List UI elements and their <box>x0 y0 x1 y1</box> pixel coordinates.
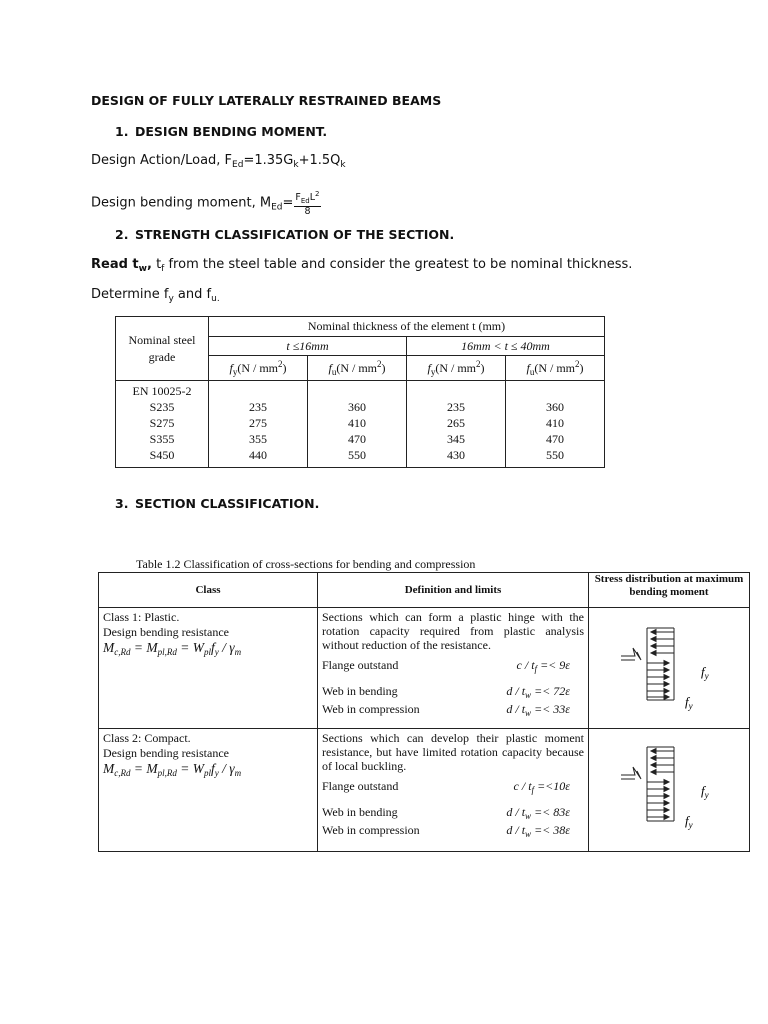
document-title: DESIGN OF FULLY LATERALLY RESTRAINED BEAMS <box>91 93 442 108</box>
moment-label: Design bending moment, M <box>91 195 272 211</box>
fy-header-1 <box>209 356 308 381</box>
unit-close-1: ) <box>282 361 287 375</box>
web-bend-sub: w <box>525 690 532 700</box>
action-sub-k2: k <box>340 160 346 170</box>
unit-3: (N / mm <box>435 361 476 375</box>
fu-f-1: f <box>328 361 332 375</box>
web-bend-sub: w <box>525 811 532 821</box>
determine-b: and f <box>173 287 212 302</box>
flange-sub: f <box>534 664 538 674</box>
mf-f-sub: y <box>214 768 219 778</box>
web-bend-lim: =< 72ε <box>531 684 570 698</box>
read-tf-sub: f <box>161 264 165 274</box>
class-cell <box>99 729 318 852</box>
fu-f-2: f <box>526 361 530 375</box>
flange-sub: f <box>531 785 535 795</box>
mf-eq2: = W <box>176 761 204 776</box>
mf-w-sub: pl <box>203 768 211 778</box>
mf-g-sub: m <box>234 768 242 778</box>
class-row <box>99 608 750 729</box>
fy-header-2 <box>407 356 506 381</box>
mf-f-sub: y <box>214 647 219 657</box>
fy-f-1: f <box>229 361 233 375</box>
mf-m: M <box>103 640 115 655</box>
web-bending-label: Web in bending <box>322 805 398 819</box>
unit-sup-1: 2 <box>278 359 283 369</box>
mf-m: M <box>103 761 115 776</box>
fu-sub-1: u <box>331 367 337 377</box>
flange-lim: =<10ε <box>534 779 570 793</box>
moment-eq: = <box>282 195 294 211</box>
web-bend-val: d / t <box>506 684 526 698</box>
web-compression-row <box>322 702 584 720</box>
fy-label-top: $f_y$ <box>701 664 709 681</box>
fy-f-2: f <box>427 361 431 375</box>
stress-diagram-cell <box>589 729 750 852</box>
section-1-title: DESIGN BENDING MOMENT. <box>135 124 328 139</box>
section-1-number: 1. <box>115 124 129 139</box>
determine-a: Determine f <box>91 287 169 302</box>
web-comp-lim: =< 38ε <box>531 823 570 837</box>
action-label: Design Action/Load, F <box>91 153 233 168</box>
class-name: Class 2: Compact. <box>103 731 191 745</box>
class-cell <box>99 608 318 729</box>
steel-strength-table <box>115 316 605 468</box>
design-action-line <box>91 153 346 170</box>
fy-label-bottom: $f_y$ <box>685 813 693 830</box>
range-header-1: t ≤16mm <box>209 337 407 356</box>
flange-val: c / t <box>513 779 532 793</box>
read-thickness-line <box>91 257 632 274</box>
mf-g: / γ <box>218 761 235 776</box>
action-mid2: +1.5Q <box>298 153 341 168</box>
fu-sub-2: u <box>529 367 535 377</box>
web-comp-sub: w <box>525 708 532 718</box>
break-symbol <box>621 648 641 660</box>
definition-text: Sections which can form a plastic hinge with the rotation capacity required from plastic analysis without reduction of the resistance. <box>322 610 584 652</box>
grades-cell: EN 10025-2 S235 S275 S355 S450 <box>116 381 209 468</box>
fu-values-1: 360 410 470 550 <box>308 381 407 468</box>
mf-eq1: = M <box>130 640 158 655</box>
moment-formula <box>103 761 313 781</box>
web-compression-label: Web in compression <box>322 823 420 837</box>
web-compression-label: Web in compression <box>322 702 420 716</box>
determine-b-sub: u <box>211 294 217 304</box>
moment-sub-ed: Ed <box>271 202 283 213</box>
unit-sup-3: 2 <box>476 359 481 369</box>
read-bold-comma: , <box>146 257 152 272</box>
definition-cell <box>318 608 589 729</box>
web-compression-limit <box>506 823 570 841</box>
moment-fraction <box>294 189 320 217</box>
determine-c: . <box>216 294 220 304</box>
stress-arrows <box>647 749 674 820</box>
determine-a-sub: y <box>168 294 174 304</box>
flange-limit <box>514 779 570 797</box>
section-3-title: SECTION CLASSIFICATION. <box>135 496 320 511</box>
web-comp-val: d / t <box>506 702 526 716</box>
stress-header: Stress distribution at maximum bending moment <box>589 573 750 608</box>
resistance-label: Design bending resistance <box>103 746 229 760</box>
section-1-heading <box>115 124 327 139</box>
fy-label-top: $f_y$ <box>701 783 709 800</box>
web-compression-limit <box>506 702 570 720</box>
flange-row <box>322 658 584 676</box>
unit-close-3: ) <box>480 361 485 375</box>
mf-f: f <box>210 761 215 776</box>
class-header: Class <box>99 573 318 608</box>
unit-sup-2: 2 <box>377 359 382 369</box>
flange-limit <box>517 658 570 676</box>
unit-4: (N / mm <box>534 361 575 375</box>
flange-val: c / t <box>516 658 535 672</box>
web-comp-val: d / t <box>506 823 526 837</box>
stress-distribution-diagram <box>589 729 749 847</box>
definition-cell <box>318 729 589 852</box>
break-symbol <box>621 767 641 779</box>
stress-arrows <box>647 630 674 700</box>
web-bending-limit <box>506 684 570 702</box>
mf-eq1: = M <box>130 761 158 776</box>
read-rest: from the steel table and consider the greatest to be nominal thickness. <box>164 257 633 272</box>
moment-num-sup: 2 <box>315 190 320 198</box>
fu-header-1 <box>308 356 407 381</box>
mf-w-sub: pl <box>203 647 211 657</box>
web-bend-val: d / t <box>506 805 526 819</box>
unit-close-4: ) <box>579 361 584 375</box>
table-caption: Table 1.2 Classification of cross-sections for bending and compression <box>136 557 476 571</box>
flange-label: Flange outstand <box>322 779 399 793</box>
action-mid: =1.35G <box>243 153 294 168</box>
flange-row <box>322 779 584 797</box>
fu-values-2: 360 410 470 550 <box>506 381 605 468</box>
unit-1: (N / mm <box>237 361 278 375</box>
action-sub-k1: k <box>293 160 299 170</box>
web-bending-label: Web in bending <box>322 684 398 698</box>
flange-label: Flange outstand <box>322 658 399 672</box>
mf-m-sub: c,Rd <box>114 647 131 657</box>
web-bending-row <box>322 805 584 823</box>
action-sub-ed: Ed <box>232 160 244 170</box>
thickness-header: Nominal thickness of the element t (mm) <box>209 317 605 337</box>
unit-2: (N / mm <box>336 361 377 375</box>
classification-table <box>98 572 750 852</box>
mf-g-sub: m <box>234 647 242 657</box>
web-bend-lim: =< 83ε <box>531 805 570 819</box>
section-3-heading <box>115 496 319 511</box>
unit-sup-4: 2 <box>575 359 580 369</box>
mf-mpl-sub: pl,Rd <box>157 647 177 657</box>
fy-sub-2: y <box>430 367 436 377</box>
stress-distribution-diagram <box>589 608 749 724</box>
section-2-number: 2. <box>115 227 129 242</box>
fu-header-2 <box>506 356 605 381</box>
class-row <box>99 729 750 852</box>
fy-values-2: 235 265 345 430 <box>407 381 506 468</box>
section-2-heading <box>115 227 454 242</box>
determine-line <box>91 287 220 304</box>
unit-close-2: ) <box>381 361 386 375</box>
resistance-label: Design bending resistance <box>103 625 229 639</box>
grade-header: Nominal steel grade <box>116 317 209 381</box>
mf-m-sub: c,Rd <box>114 768 131 778</box>
section-2-title: STRENGTH CLASSIFICATION OF THE SECTION. <box>135 227 455 242</box>
definition-header: Definition and limits <box>318 573 589 608</box>
fy-values-1: 235 275 355 440 <box>209 381 308 468</box>
web-compression-row <box>322 823 584 841</box>
fy-sub-1: y <box>232 367 238 377</box>
mf-g: / γ <box>218 640 235 655</box>
read-tf: t <box>151 257 162 272</box>
web-comp-lim: =< 33ε <box>531 702 570 716</box>
mf-mpl-sub: pl,Rd <box>157 768 177 778</box>
fy-label-bottom: $f_y$ <box>685 694 693 711</box>
class-name: Class 1: Plastic. <box>103 610 180 624</box>
section-3-number: 3. <box>115 496 129 511</box>
read-bold-sub: w <box>138 264 147 274</box>
range-header-2: 16mm < t ≤ 40mm <box>407 337 605 356</box>
moment-num-l: L <box>309 192 316 204</box>
web-bending-row <box>322 684 584 702</box>
moment-den: 8 <box>304 206 311 218</box>
mf-eq2: = W <box>176 640 204 655</box>
definition-text: Sections which can develop their plastic moment resistance, but have limited rotation capacity because of local buckling. <box>322 731 584 773</box>
flange-lim: =< 9ε <box>537 658 570 672</box>
mf-f: f <box>210 640 215 655</box>
read-bold: Read t <box>91 257 139 272</box>
web-comp-sub: w <box>525 829 532 839</box>
moment-num-sub: Ed <box>300 197 310 206</box>
web-bending-limit <box>506 805 570 823</box>
moment-formula <box>103 640 313 660</box>
stress-diagram-cell <box>589 608 750 729</box>
moment-num-f: F <box>295 192 301 204</box>
design-moment-line <box>91 189 321 217</box>
